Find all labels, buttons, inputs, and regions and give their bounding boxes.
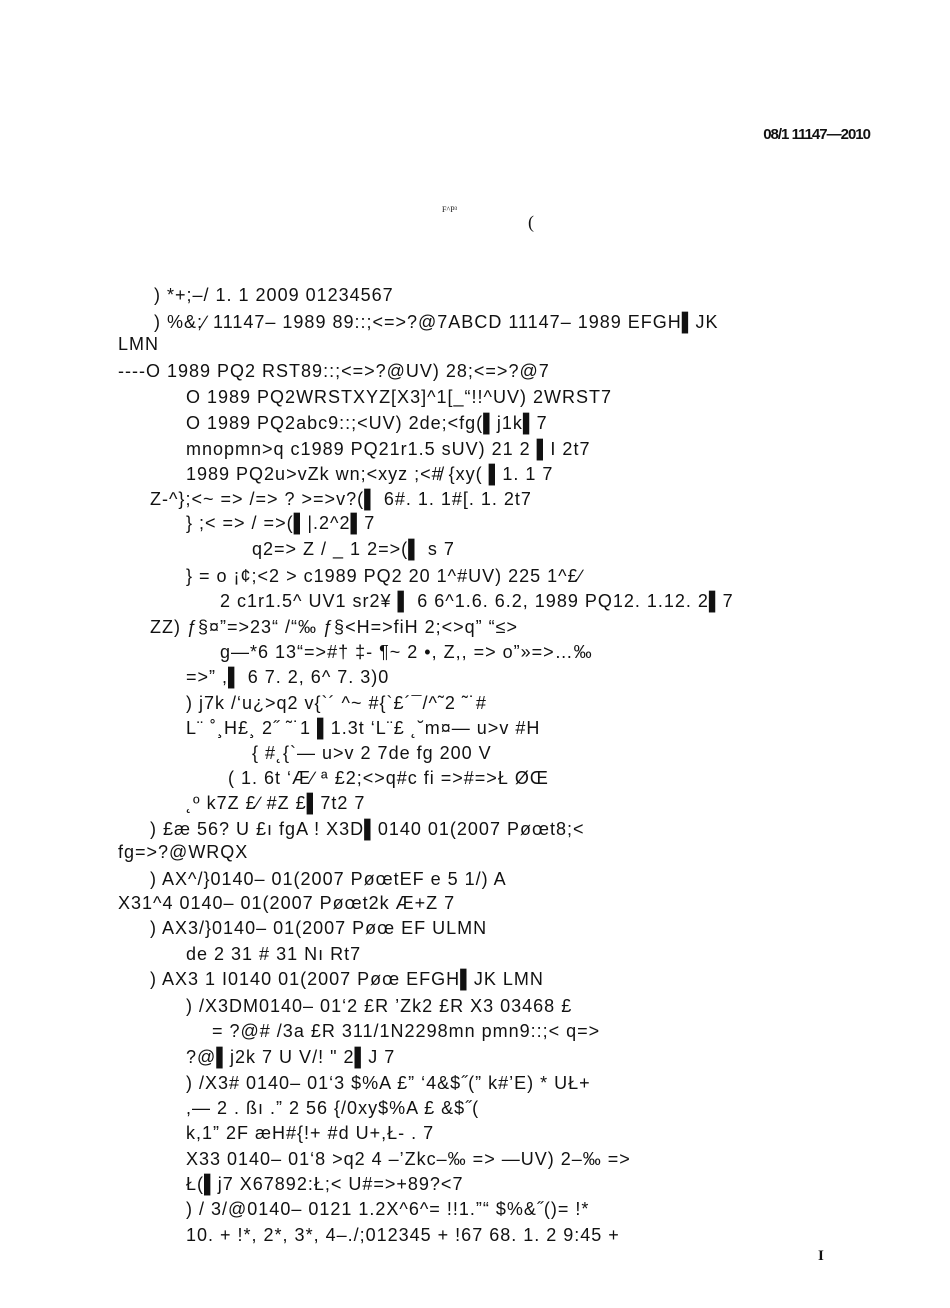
text-line: ?@▌j2k 7 U V/! " 2▌J 7 — [186, 1047, 396, 1067]
page-number: I — [818, 1248, 824, 1264]
text-line: } = o ¡¢;<2 > c1989 PQ2 20 1^#UV) 225 1^£∕ — [186, 566, 583, 586]
text-line: ) AX3/}0140– 01(2007 Pøœ EF ULMN — [150, 918, 488, 938]
text-line: ) AX^/}0140– 01(2007 PøœtEF e 5 1/) A — [150, 869, 507, 889]
text-line: O 1989 PQ2abc9::;<UV) 2de;<fg(▌j1k▌7 — [186, 413, 548, 433]
text-line: ) j7k /‘u¿>q2 v{`´ ^~ #{`£´¯/^˜2 ˜˙# — [186, 693, 487, 713]
text-line: Z-^};<~ => /=> ? >=>v?(▌ 6#. 1. 1#[. 1. 2t7 — [150, 489, 532, 509]
heading-mark-2: ( — [528, 212, 534, 232]
text-line: =>” ,▌ 6 7. 2, 6^ 7. 3)0 — [186, 667, 390, 687]
text-line: mnopmn>q c1989 PQ21r1.5 sUV) 21 2 ▌I 2t7 — [186, 439, 591, 459]
text-line: ) AX3 1 I0140 01(2007 Pøœ EFGH▌JK LMN — [150, 969, 544, 989]
text-line: ˛º k7Z £∕ #Z £▌7t2 7 — [186, 793, 366, 813]
text-line: 10. + !*, 2*, 3*, 4–./;012345 + !67 68. 1. 2 9:45 + — [186, 1225, 620, 1245]
text-line: ,— 2 . ßı .” 2 56 {/0xy$%A £ &$˝( — [186, 1098, 480, 1118]
text-line: ) £æ 56? U £ı fgA ! X3D▌0140 01(2007 Pøœt8;< — [150, 819, 585, 839]
text-line: ZZ) ƒ§¤”=>23“ /“‰ ƒ§<H=>fiH 2;<>q” “≤> — [150, 617, 519, 637]
text-line: } ;< => / =>(▌|.2^2▌7 — [186, 513, 376, 533]
text-line: X31^4 0140– 01(2007 Pøœt2k Æ+Z 7 — [118, 893, 456, 913]
heading-mark-1: F^P³ — [442, 205, 458, 214]
text-line: L¨ ˚¸H£¸ 2˝ ˜˙1 ▌1.3t ‘L¨£ ˛˘m¤— u>v #H — [186, 718, 541, 738]
text-line: 2 c1r1.5^ UV1 sr2¥ ▌ 6 6^1.6. 6.2, 1989 PQ12. 1.12. 2▌7 — [220, 591, 734, 611]
text-line: O 1989 PQ2WRSTXYZ[X3]^1[_“!!^UV) 2WRST7 — [186, 387, 612, 407]
text-line: g—*6 13“=>#† ‡- ¶~ 2 •, Z,, => o”»=>…‰ — [220, 642, 593, 662]
text-line: ( 1. 6t ‘Æ∕ ª £2;<>q#c fi =>#=>Ł ØŒ — [228, 768, 549, 788]
text-line: X33 0140– 01‘8 >q2 4 –’Zkc–‰ => —UV) 2–‰ => — [186, 1149, 631, 1169]
standard-code-header: 08/1 11147—2010 — [763, 126, 870, 143]
text-line: ) / 3/@0140– 0121 1.2X^6^= !!1.”“ $%&˝()= !* — [186, 1199, 590, 1219]
text-line: Ł(▌j7 X67892:Ł;< U#=>+89?<7 — [186, 1174, 464, 1194]
text-line: de 2 31 # 31 Nı Rt7 — [186, 944, 362, 964]
text-line: LMN — [118, 334, 160, 354]
text-line: q2=> Z / _ 1 2=>(▌ s 7 — [252, 539, 455, 559]
text-line: = ?@# /3a £R 311/1N2298mn pmn9::;< q=> — [212, 1021, 601, 1041]
text-line: ----O 1989 PQ2 RST89::;<=>?@UV) 28;<=>?@7 — [118, 361, 550, 381]
text-line: ) %&;∕ 11147– 1989 89::;<=>?@7ABCD 11147– 1989 EFGH▌JK — [154, 312, 719, 332]
text-line: fg=>?@WRQX — [118, 842, 249, 862]
text-line: { #˛{`— u>v 2 7de fg 200 V — [252, 743, 492, 763]
text-line: 1989 PQ2u>vZk wn;<xyz ;<#̸ {xy( ▌1. 1 7 — [186, 464, 554, 484]
text-line: k,1” 2F æH#{!+ #d U+,Ł- . 7 — [186, 1123, 435, 1143]
text-line: ) /X3DM0140– 01‘2 £R ’Zk2 £R X3 03468 £ — [186, 996, 573, 1016]
text-line: ) /X3# 0140– 01‘3 $%A £” ‘4&$˝(” k#’E) * UŁ+ — [186, 1073, 591, 1093]
text-line: ) *+;–/ 1. 1 2009 01234567 — [154, 285, 394, 305]
